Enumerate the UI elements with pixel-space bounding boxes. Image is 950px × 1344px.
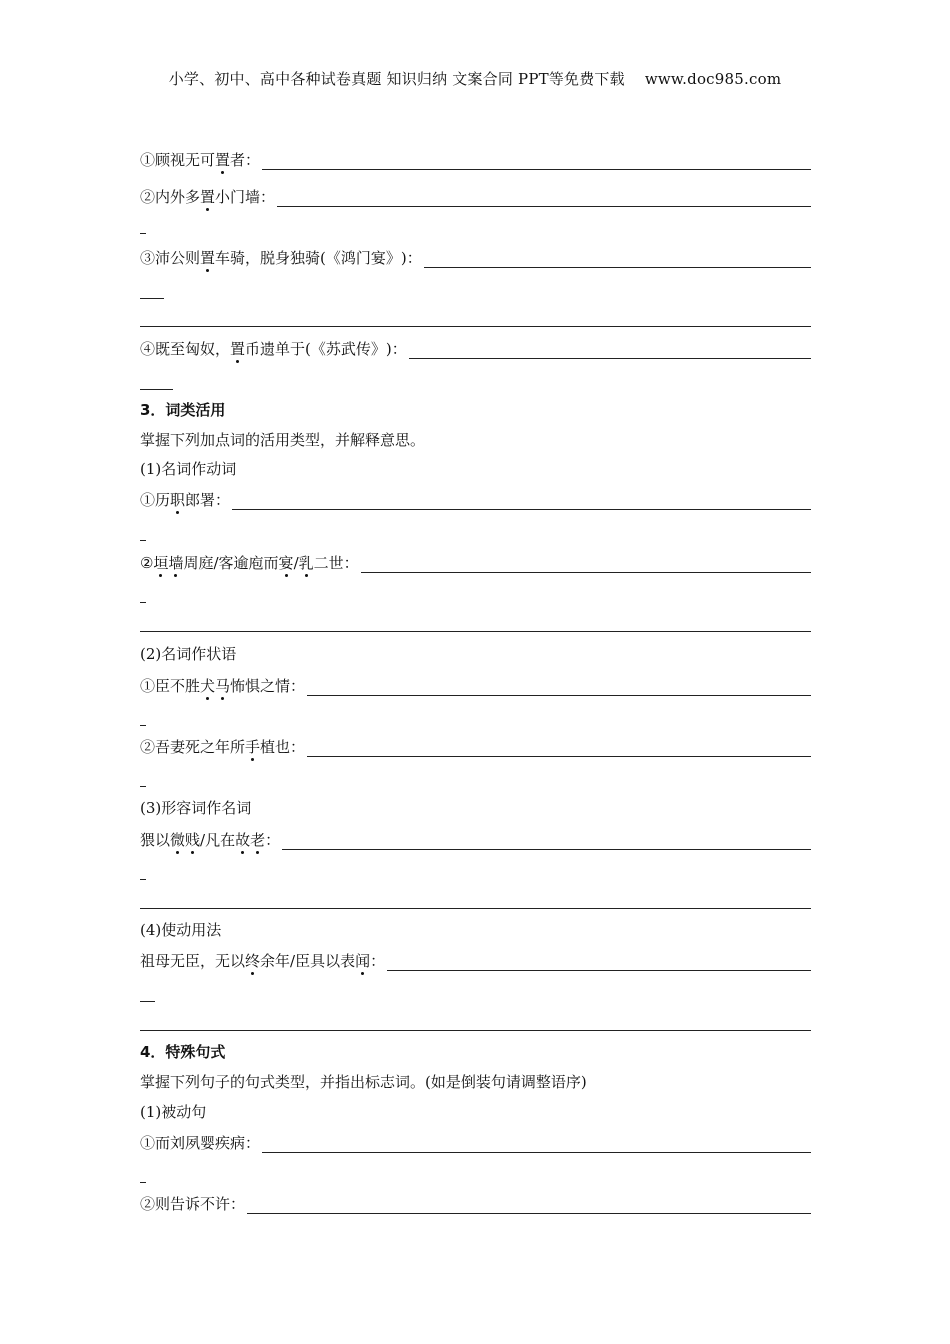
answer-line-overflow[interactable] (140, 786, 146, 787)
dotted-char: 宴 (278, 554, 294, 572)
subsection-noun-as-verb: (1)名词作动词 (140, 460, 237, 478)
question-noun-verb-1: ①历 职 郎署： (140, 490, 811, 510)
answer-line[interactable] (277, 192, 811, 207)
question-noun-adverbial-1: ①臣不胜 犬 马 怖惧之情： (140, 676, 811, 696)
dotted-char: 终 (245, 952, 261, 970)
question-zhi-4: ④既至匈奴， 置 币遗单于( 《苏武传》 )： (140, 339, 811, 359)
answer-line[interactable] (140, 326, 811, 327)
subsection-adjective-as-noun: (3)形容词作名词 (140, 799, 252, 817)
header-text: 小学、初中、高中各种试卷真题 知识归纳 文案合同 PPT等免费下载 (168, 70, 625, 88)
dotted-char: 马 (215, 677, 231, 695)
answer-line[interactable] (387, 956, 811, 971)
dotted-char: 故 (235, 831, 251, 849)
question-zhi-1: ①顾视无可 置 者： (140, 150, 811, 170)
answer-line-overflow[interactable] (140, 1001, 155, 1002)
answer-line[interactable] (247, 1199, 811, 1214)
question-noun-adverbial-2: ②吾妻死之年所 手 植也： (140, 737, 811, 757)
answer-line[interactable] (140, 631, 811, 632)
dotted-char: 犬 (200, 677, 216, 695)
answer-line[interactable] (409, 344, 811, 359)
answer-line[interactable] (307, 742, 811, 757)
dotted-char: 贱 (185, 831, 201, 849)
answer-line[interactable] (262, 155, 811, 170)
answer-line[interactable] (140, 1030, 811, 1031)
question-adjective-noun-1: 猥以 微 贱 /凡在 故 老 ： (140, 830, 811, 850)
question-passive-1: ①而刘夙婴疾病： (140, 1133, 811, 1153)
question-noun-verb-2: ② 垣 墙 周庭/客逾庖而 宴 / 乳 二世： (140, 553, 811, 573)
answer-line-overflow[interactable] (140, 602, 146, 603)
section-4-instruction: 掌握下列句子的句式类型，并指出标志词。(如是倒装句请调整语序) (140, 1073, 587, 1091)
answer-line[interactable] (262, 1138, 811, 1153)
answer-line[interactable] (307, 681, 811, 696)
section-4-title: 4．特殊句式 (140, 1043, 226, 1061)
answer-line-overflow[interactable] (140, 879, 146, 880)
dotted-char: 老 (250, 831, 266, 849)
subsection-passive: (1)被动句 (140, 1103, 207, 1121)
subsection-causative: (4)使动用法 (140, 921, 222, 939)
question-causative-1: 祖母无臣，无以 终 余年/臣具以表 闻 ： (140, 951, 811, 971)
answer-line-overflow[interactable] (140, 233, 146, 234)
dotted-char: 垣 (153, 554, 169, 572)
subsection-noun-as-adverbial: (2)名词作状语 (140, 645, 237, 663)
dotted-char: 职 (170, 491, 186, 509)
answer-line-overflow[interactable] (140, 298, 164, 299)
dotted-char: 置 (200, 249, 216, 267)
dotted-char: 置 (200, 188, 216, 206)
dotted-char: 墙 (168, 554, 184, 572)
dotted-char: 乳 (298, 554, 314, 572)
question-passive-2: ②则告诉不许： (140, 1194, 811, 1214)
question-zhi-2: ②内外多 置 小门墙： (140, 187, 811, 207)
dotted-char: 置 (230, 340, 246, 358)
dotted-char: 微 (170, 831, 186, 849)
header-site: www.doc985.com (644, 70, 782, 88)
answer-line[interactable] (424, 253, 811, 268)
answer-line-overflow[interactable] (140, 1182, 146, 1183)
dotted-char: 闻 (355, 952, 371, 970)
answer-line-overflow[interactable] (140, 725, 146, 726)
answer-line-overflow[interactable] (140, 389, 173, 390)
answer-line[interactable] (361, 558, 811, 573)
dotted-char: 手 (245, 738, 261, 756)
dotted-char: 置 (215, 151, 231, 169)
question-zhi-3: ③沛公则 置 车骑，脱身独骑( 《鸿门宴》 )： (140, 248, 811, 268)
section-3-instruction: 掌握下列加点词的活用类型，并解释意思。 (140, 431, 426, 449)
section-3-title: 3．词类活用 (140, 401, 226, 419)
answer-line[interactable] (282, 835, 811, 850)
answer-line[interactable] (140, 908, 811, 909)
answer-line-overflow[interactable] (140, 540, 146, 541)
answer-line[interactable] (232, 495, 811, 510)
page-header (0, 68, 950, 89)
